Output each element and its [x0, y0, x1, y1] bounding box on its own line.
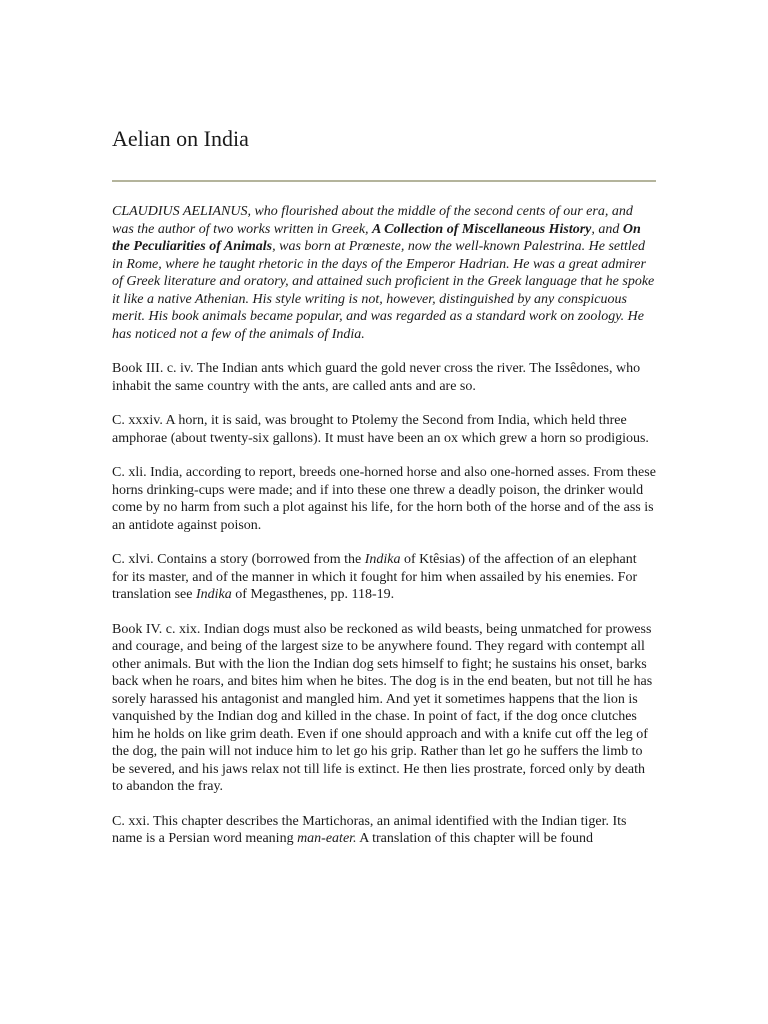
paragraph-c34: C. xxxiv. A horn, it is said, was brought to Ptolemy the Second from India, which held three amphorae (about twenty-six gallons). It must have been an ox which grew a horn so prodigious.	[112, 413, 649, 446]
italic-term: man-eater.	[297, 831, 357, 846]
title-divider	[112, 180, 656, 182]
work-title-animals: On the Peculiarities of Animals	[112, 221, 641, 254]
paragraph-text: C. xxi. This chapter describes the Martichoras, an animal identified with the Indian tiger. Its name is a Persian word meaning	[112, 813, 627, 846]
intro-text: CLAUDIUS AELIANUS, who flourished about the middle of the second cents of our era, and was the author of two works written in Greek,	[112, 204, 633, 237]
paragraph-text: of Ktêsias) of the affection of an elephant for its master, and of the manner in which it fought for him when assailed by his enemies. For translation see	[112, 552, 638, 602]
italic-title: Indika	[195, 587, 232, 602]
paragraph-text: A translation of this chapter will be found	[356, 831, 593, 846]
intro-paragraph	[112, 203, 656, 343]
intro-text: , was born at Prœneste, now the well-known Palestrina. He settled in Rome, where he taught rhetoric in the days of the Emperor Hadrian. He was a great admirer of Greek literature and oratory, and attained such proficient in the Greek language that he spoke it like a native Athenian. His style writing is not, however, distinguished by any conspicuous merit. His book animals became popular, and was regarded as a standard work on zoology. He has noticed not a few of the animals of India.	[112, 239, 655, 342]
paragraph-text: C. xlvi. Contains a story (borrowed from the	[112, 552, 365, 567]
intro-text: , and	[591, 221, 623, 237]
document-body	[112, 203, 656, 865]
paragraph-c41: C. xli. India, according to report, breeds one-horned horse and also one-horned asses. From these horns drinking-cups were made; and if into these one threw a deadly poison, the drinker would come by no harm from such a plot against his life, for the horn both of the horse and of the ass is an antidote against poison.	[112, 465, 656, 533]
page-title: Aelian on India	[112, 126, 249, 151]
paragraph-text: of Megasthenes, pp. 118-19.	[231, 587, 395, 602]
paragraph-book3-c4: Book III. c. iv. The Indian ants which guard the gold never cross the river. The Issêdones, who inhabit the same country with the ants, are called ants and are so.	[112, 361, 641, 394]
work-title-history: A Collection of Miscellaneous History	[372, 221, 592, 237]
paragraph-c21	[112, 813, 656, 848]
italic-title: Indika	[364, 552, 401, 567]
paragraph-c46	[112, 551, 656, 604]
paragraph-book4-c19: Book IV. c. xix. Indian dogs must also be reckoned as wild beasts, being unmatched for prowess and courage, and being of the largest size to be anywhere found. They regard with contempt all other animals. But with the lion the Indian dog sets himself to fight; he sustains his onset, barks back when he roars, and bites him when he bites. The dog is in the end beaten, but not till he has sorely harassed his antagonist and mangled him. And yet it sometimes happens that the lion is vanquished by the Indian dog and killed in the chase. In point of fact, if the dog once clutches him he holds on like grim death. Even if one should approach and with a knife cut off the leg of the dog, the pain will not induce him to let go his grip. Rather than let go he suffers the limb to be severed, and his jaws relax not till life is extinct. He then lies prostrate, forced only by death to abandon the fray.	[112, 621, 653, 794]
